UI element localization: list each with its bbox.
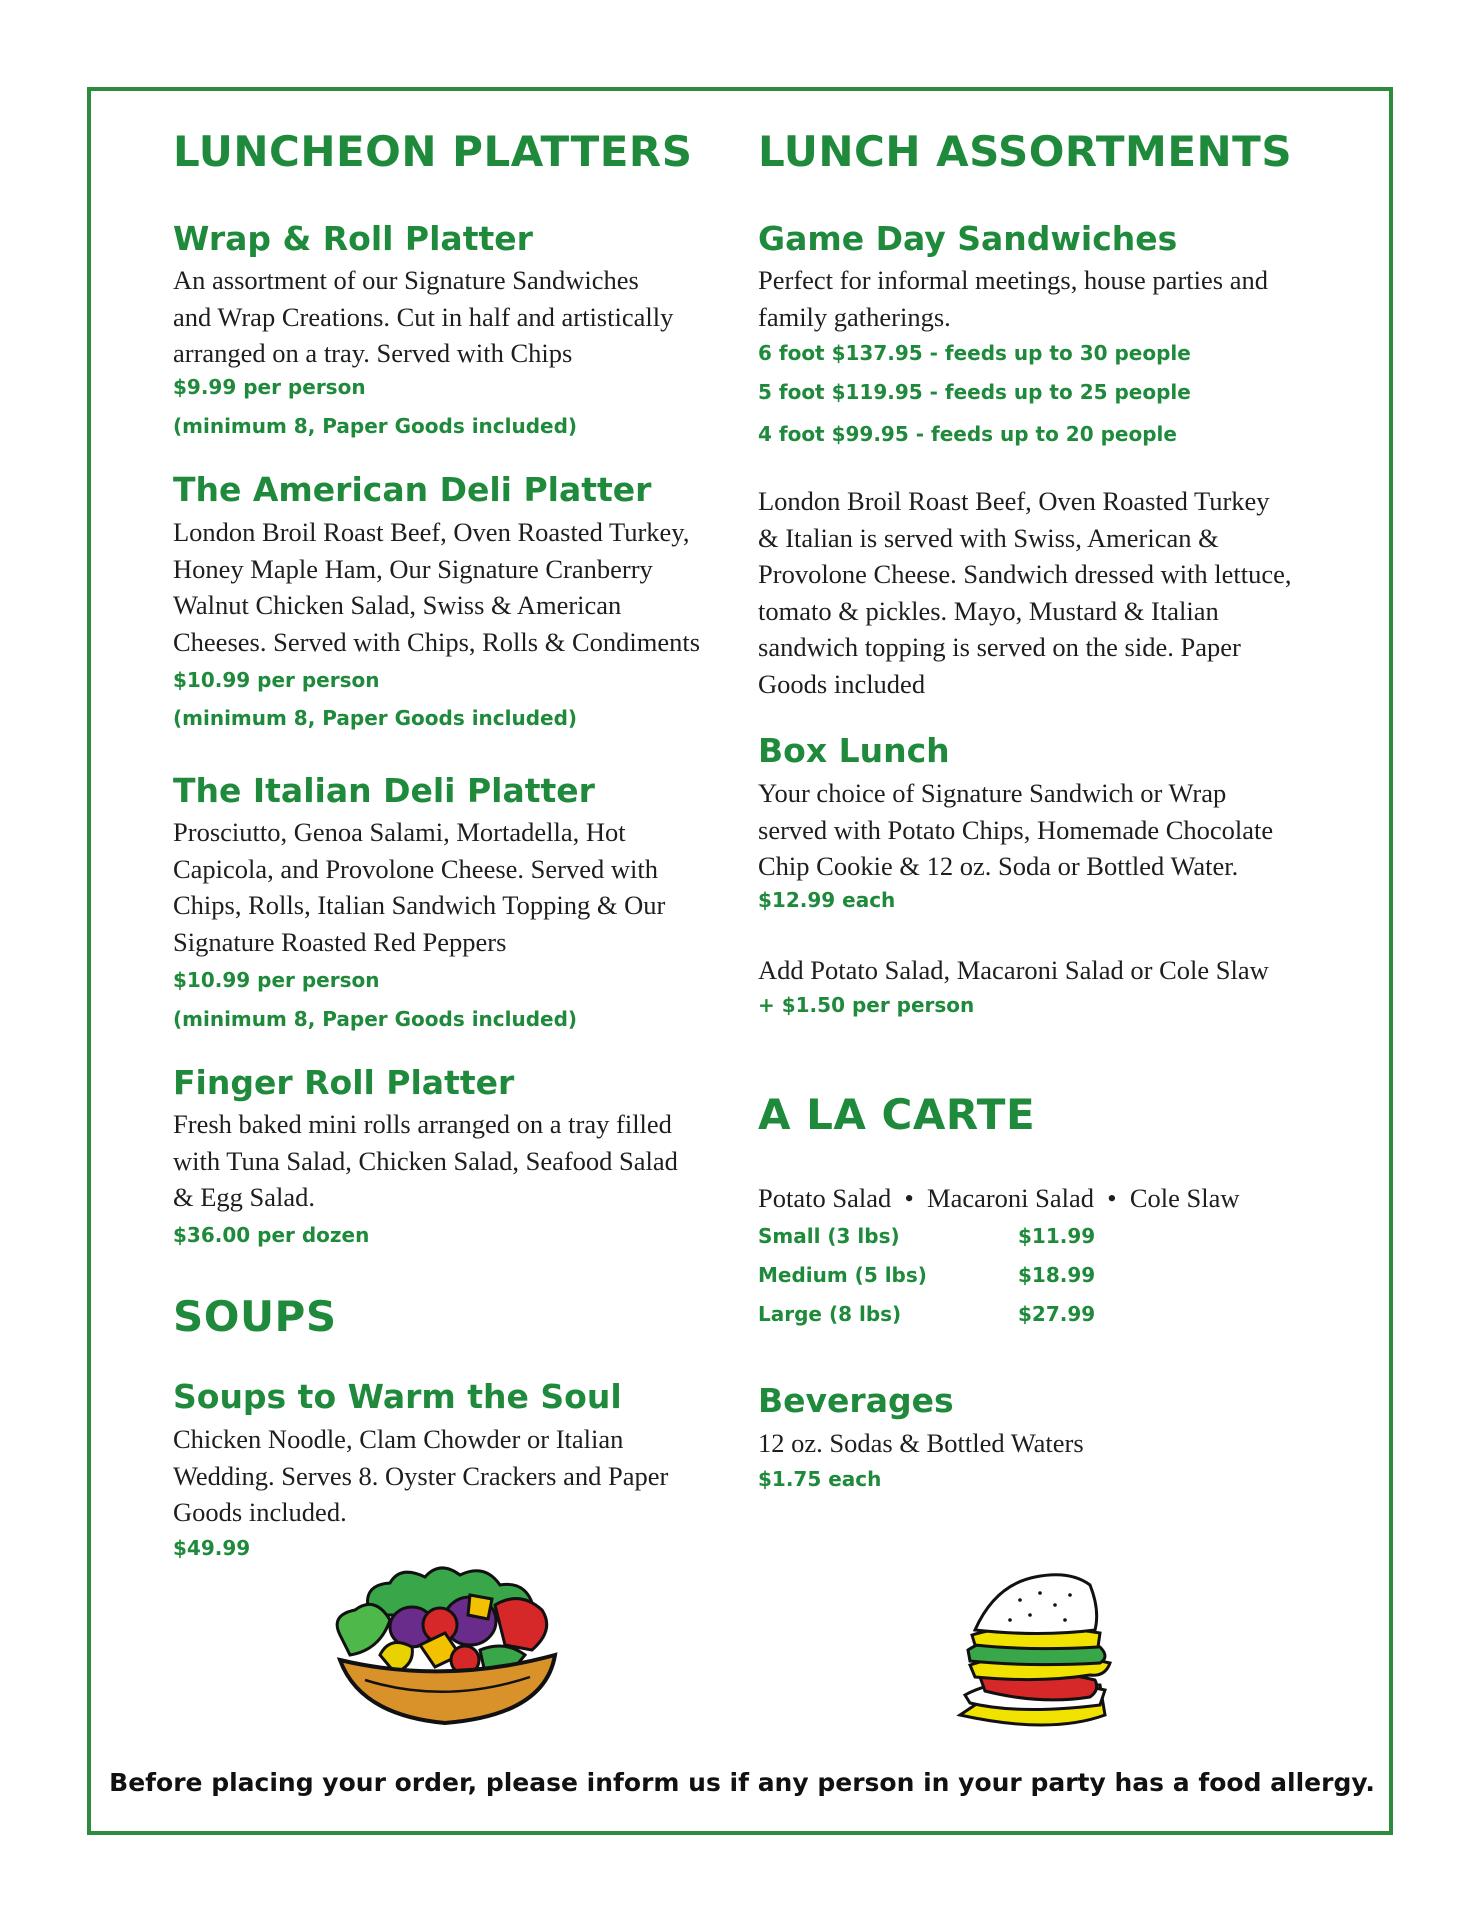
item-title-italian-deli: The Italian Deli Platter	[173, 771, 595, 810]
item-title-soups: Soups to Warm the Soul	[173, 1377, 622, 1416]
item-description: with Tuna Salad, Chicken Salad, Seafood Salad	[173, 1145, 678, 1176]
item-description: and Wrap Creations. Cut in half and artistically	[173, 301, 674, 332]
item-description: Chips, Rolls, Italian Sandwich Topping & Our	[173, 890, 666, 920]
item-addon: Add Potato Salad, Macaroni Salad or Cole Slaw	[758, 955, 1269, 985]
item-description: served with Potato Chips, Homemade Chocolate	[758, 814, 1274, 845]
item-description: Chicken Noodle, Clam Chowder or Italian	[173, 1424, 624, 1454]
item-title-game-day: Game Day Sandwiches	[758, 219, 1178, 258]
item-title-beverages: Beverages	[758, 1381, 954, 1420]
item-size-price: 5 foot $119.95 - feeds up to 25 people	[758, 380, 1191, 404]
item-title-finger-roll: Finger Roll Platter	[173, 1063, 515, 1102]
item-description: arranged on a tray. Served with Chips	[173, 338, 573, 368]
size-price: $11.99	[1018, 1224, 1096, 1248]
size-price: $18.99	[1018, 1263, 1096, 1287]
item-description: family gatherings.	[758, 301, 951, 332]
item-description: Walnut Chicken Salad, Swiss & American	[173, 590, 622, 620]
item-description: & Italian is served with Swiss, American &	[758, 522, 1219, 553]
item-description: tomato & pickles. Mayo, Mustard & Italian	[758, 595, 1219, 626]
size-label: Medium (5 lbs)	[758, 1263, 927, 1287]
section-title-a-la-carte: A LA CARTE	[758, 1090, 1036, 1139]
item-size-price: 4 foot $99.95 - feeds up to 20 people	[758, 422, 1177, 446]
item-title-american-deli: The American Deli Platter	[173, 470, 652, 509]
section-title-soups: SOUPS	[173, 1292, 337, 1341]
item-description: London Broil Roast Beef, Oven Roasted Turkey	[758, 486, 1270, 516]
item-description: Goods included.	[173, 1497, 347, 1527]
item-price: $10.99 per person	[173, 968, 380, 992]
allergy-notice: Before placing your order, please inform us if any person in your party has a food allergy.	[109, 1768, 1375, 1797]
item-description: & Egg Salad.	[173, 1182, 316, 1212]
item-description: Signature Roasted Red Peppers	[173, 926, 507, 957]
salad-bowl-illustration	[320, 1555, 570, 1730]
item-title-wrap-roll: Wrap & Roll Platter	[173, 219, 533, 258]
item-description: An assortment of our Signature Sandwiches	[173, 265, 639, 295]
item-description: Honey Maple Ham, Our Signature Cranberry	[173, 553, 653, 584]
item-price: $1.75 each	[758, 1467, 882, 1491]
a-la-carte-items: Potato Salad • Macaroni Salad • Cole Slaw	[758, 1183, 1240, 1213]
item-note: (minimum 8, Paper Goods included)	[173, 1007, 578, 1031]
item-size-price: 6 foot $137.95 - feeds up to 30 people	[758, 341, 1191, 365]
item-description: Wedding. Serves 8. Oyster Crackers and Paper	[173, 1460, 669, 1491]
item-price: $12.99 each	[758, 888, 896, 912]
item-description: Capicola, and Provolone Cheese. Served with	[173, 853, 658, 884]
item-description: Provolone Cheese. Sandwich dressed with lettuce,	[758, 559, 1292, 589]
item-description: Perfect for informal meetings, house parties and	[758, 265, 1268, 295]
item-description: Chip Cookie & 12 oz. Soda or Bottled Water.	[758, 851, 1239, 881]
size-label: Small (3 lbs)	[758, 1224, 900, 1248]
sandwich-illustration	[950, 1565, 1120, 1740]
section-title-lunch-assortments: LUNCH ASSORTMENTS	[758, 127, 1293, 176]
item-description: sandwich topping is served on the side. Paper	[758, 632, 1241, 662]
item-price: $10.99 per person	[173, 668, 380, 692]
item-description: 12 oz. Sodas & Bottled Waters	[758, 1428, 1084, 1458]
item-description: Prosciutto, Genoa Salami, Mortadella, Hot	[173, 817, 626, 847]
item-note: (minimum 8, Paper Goods included)	[173, 706, 578, 730]
item-description: Goods included	[758, 668, 926, 699]
item-note: (minimum 8, Paper Goods included)	[173, 414, 578, 438]
item-price: $49.99	[173, 1536, 251, 1560]
item-price: $9.99 per person	[173, 375, 366, 399]
item-description: Your choice of Signature Sandwich or Wrap	[758, 778, 1227, 808]
item-description: Cheeses. Served with Chips, Rolls & Condiments	[173, 626, 701, 657]
item-title-box-lunch: Box Lunch	[758, 731, 950, 770]
item-addon-price: + $1.50 per person	[758, 993, 975, 1017]
size-label: Large (8 lbs)	[758, 1302, 902, 1326]
item-price: $36.00 per dozen	[173, 1223, 370, 1247]
size-price: $27.99	[1018, 1302, 1096, 1326]
section-title-luncheon-platters: LUNCHEON PLATTERS	[173, 127, 693, 176]
item-description: Fresh baked mini rolls arranged on a tray filled	[173, 1109, 672, 1139]
item-description: London Broil Roast Beef, Oven Roasted Turkey,	[173, 517, 690, 547]
